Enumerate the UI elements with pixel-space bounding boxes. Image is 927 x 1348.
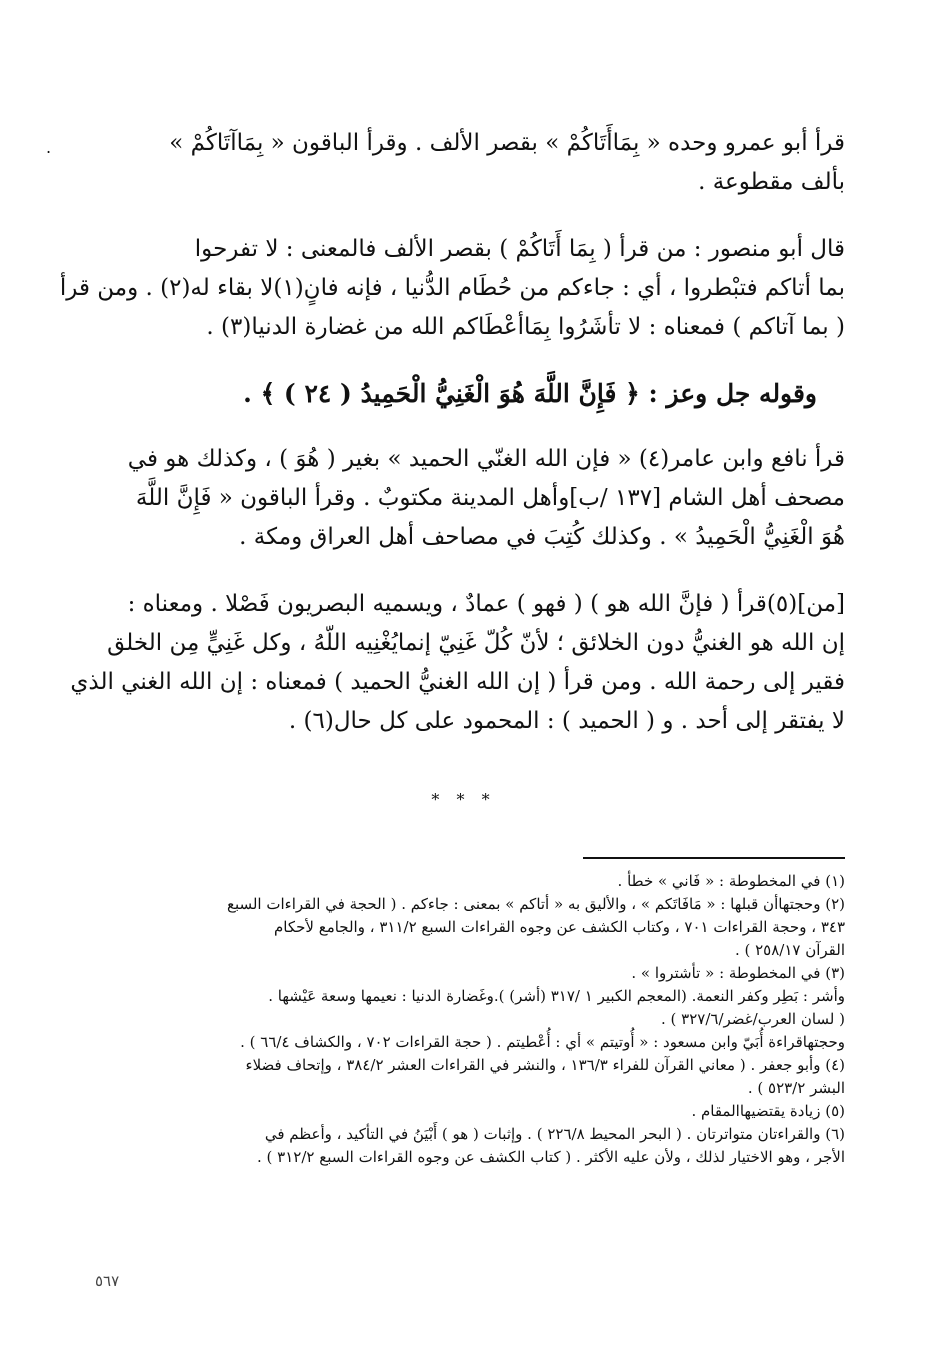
text-line: [من](٥)قرأ ( فإنَّ الله هو ) ( فهو ) عمادٌ ، ويسميه البصريون فَصْلا . ومعناه : bbox=[127, 591, 845, 617]
footnote-line: (٦) والقراءتان متواترتان . ( البحر المحيط ٢٢٦/٨ ) . وإثبات ( هو ) أَبْيَنُ في التأكيد ، وأعظم في bbox=[264, 1125, 845, 1143]
footnote-line: (٢) وحجتهاأن قبلها : « مَافَاتَكم » ، والأليق به « أتاكم » بمعنى : جاءكم . ( الحجة في القراءات السبع bbox=[226, 895, 845, 913]
text-line: مصحف أهل الشام [١٣٧ /ب]وأهل المدينة مكتوبٌ . وقرأ الباقون « فَإِنَّ اللَّهَ bbox=[135, 485, 845, 511]
text-line: قال أبو منصور : من قرأ ( بِمَا أَتَاكُمْ ) بقصر الألف فالمعنى : لا تفرحوا bbox=[194, 236, 845, 262]
text-line: قرأ أبو عمرو وحده « بِمَاأَتَاكُمْ » بقصر الألف . وقرأ الباقون « بِمَاآتَاكُمْ » bbox=[169, 130, 845, 156]
text-line: هُوَ الْغَنِيُّ الْحَمِيدُ » . وكذلك كُتِبَ في مصاحف أهل العراق ومكة . bbox=[239, 524, 845, 550]
section-separator: * * * bbox=[431, 790, 496, 809]
footnotes bbox=[75, 870, 845, 1169]
footnote-line: (٣) في المخطوطة : « تأشتروا » . bbox=[631, 964, 845, 982]
text-line: فقير إلى رحمة الله . ومن قرأ ( إن الله الغنيُّ الحميد ) فمعناه : إن الله الغني الذي bbox=[70, 669, 845, 695]
footnote-line: ( لسان العرب/غضر/٣٢٧/٦ ) . bbox=[661, 1010, 845, 1028]
footnote-line: القرآن ٢٥٨/١٧ ) . bbox=[734, 941, 845, 959]
footnote-line: البشر ٥٢٣/٢ ) . bbox=[747, 1079, 845, 1097]
footnote-line: وأشر : بَطِر وكفر النعمة. (المعجم الكبير ١ /٣١٧ (أشر) ).وغَضارة الدنيا : نعيمها وسعة عَيْشها . bbox=[268, 987, 845, 1005]
text-line: إن الله هو الغنيُّ دون الخلائق ؛ لأنّ كُلّ غَنِيّ إنمايُغْنِيه اللّهُ ، وكل غَنِيٍّ مِن الخلق bbox=[107, 630, 845, 656]
footnote-line: وحجتهاقراءة أُبَيّ وابن مسعود : « أُوتيتم » أي : أُعْطيتم . ( حجة القراءات ٧٠٢ ، والكشاف ٦٦/٤ ) . bbox=[240, 1033, 845, 1051]
text-line: ( بما آتاكم ) فمعناه : لا تأشَرُوا بِمَاأعْطَاكم الله من غضارة الدنيا(٣) . bbox=[206, 314, 845, 340]
footnote-line: (١) في المخطوطة : « فَاني » خطأ . bbox=[617, 872, 845, 890]
footnote-line: الأجر ، وهو الاختيار لذلك ، ولأن عليه الأكثر . ( كتاب الكشف عن وجوه القراءات السبع ٣١٢/٢ ) . bbox=[257, 1148, 845, 1166]
text-line: لا يفتقر إلى أحد . و ( الحميد ) : المحمود على كل حال(٦) . bbox=[288, 708, 845, 734]
text-line: بألف مقطوعة . bbox=[698, 169, 845, 195]
paragraph-4 bbox=[70, 585, 845, 741]
paragraph-3 bbox=[127, 440, 845, 557]
text-line: قرأ نافع وابن عامر(٤) « فإن الله الغنّي الحميد » بغير ( هُوَ ) ، وكذلك هو في bbox=[127, 446, 845, 472]
footnote-line: (٤) وأبو جعفر . ( معاني القرآن للفراء ١٣٦/٣ ، والنشر في القراءات العشر ٣٨٤/٢ ، وإتحاف فضلاء bbox=[245, 1056, 845, 1074]
footnote-line: ٣٤٣ ، وحجة القراءات ٧٠١ ، وكتاب الكشف عن وجوه القراءات السبع ٣١١/٢ ، والجامع لأحكام bbox=[273, 918, 845, 936]
page-number: ٥٦٧ bbox=[95, 1272, 120, 1290]
footnote-line: (٥) زيادة يقتضيهاالمقام . bbox=[691, 1102, 845, 1120]
footnote-rule bbox=[583, 857, 845, 859]
verse-heading: وقوله جل وعز : ﴿ فَإِنَّ اللَّهَ هُوَ الْغَنِيُّ الْحَمِيدُ ( ٢٤ ) ﴾ . bbox=[243, 379, 817, 408]
paragraph-2 bbox=[59, 230, 845, 347]
text-line: بما أتاكم فتبْطروا ، أي : جاءكم من حُطَام الدُّنيا ، فإنه فانٍ(١)لا بقاء له(٢) . ومن قرأ bbox=[59, 275, 845, 301]
paragraph-1 bbox=[145, 124, 845, 202]
margin-dot: . bbox=[46, 138, 52, 157]
